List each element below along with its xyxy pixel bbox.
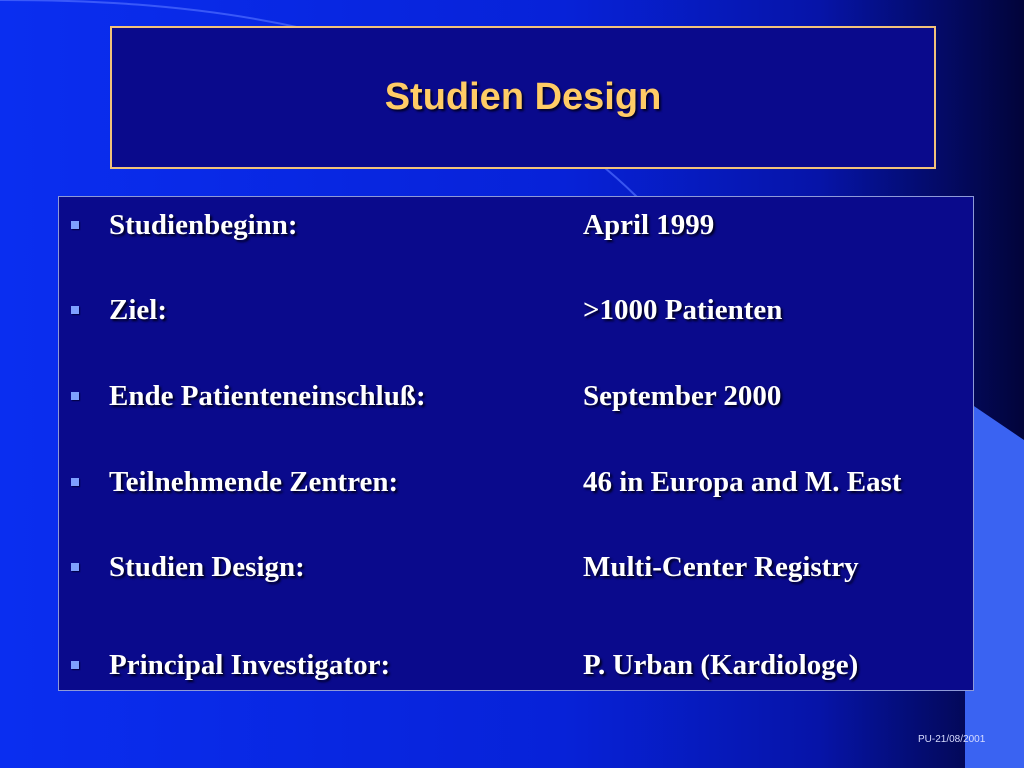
list-item: [59, 292, 973, 332]
item-label: Ziel:: [109, 294, 167, 326]
list-item: [59, 464, 973, 504]
square-bullet-icon: [71, 306, 79, 314]
list-item: [59, 207, 973, 247]
list-item: [59, 378, 973, 418]
content-panel: [58, 196, 974, 691]
title-box: [110, 26, 936, 169]
footer-code: PU-21/08/2001: [918, 734, 986, 745]
list-item: [59, 549, 973, 589]
item-label: Studien Design:: [109, 551, 305, 583]
square-bullet-icon: [71, 392, 79, 400]
list-item: [59, 647, 973, 687]
item-value: Multi-Center Registry: [583, 551, 859, 583]
item-value: 46 in Europa and M. East: [583, 466, 902, 498]
slide-title: Studien Design: [384, 76, 662, 118]
square-bullet-icon: [71, 661, 79, 669]
item-value: April 1999: [583, 209, 715, 241]
item-value: P. Urban (Kardiologe): [583, 649, 859, 681]
item-label: Teilnehmende Zentren:: [109, 466, 399, 498]
square-bullet-icon: [71, 563, 79, 571]
item-value: >1000 Patienten: [583, 294, 783, 326]
square-bullet-icon: [71, 478, 79, 486]
item-label: Principal Investigator:: [109, 649, 391, 681]
item-value: September 2000: [583, 380, 782, 412]
square-bullet-icon: [71, 221, 79, 229]
item-label: Studienbeginn:: [109, 209, 298, 241]
item-label: Ende Patienteneinschluß:: [109, 380, 426, 412]
